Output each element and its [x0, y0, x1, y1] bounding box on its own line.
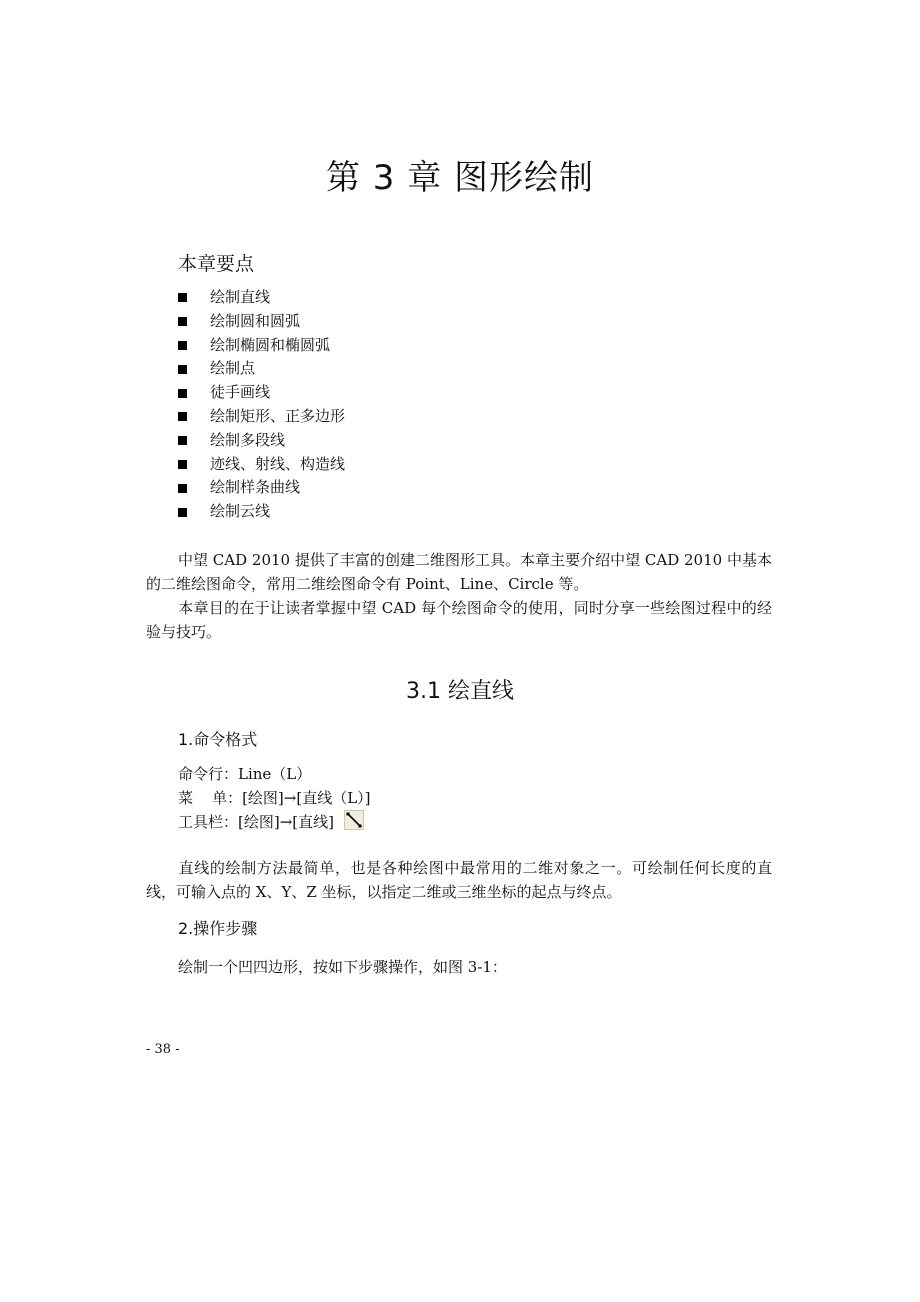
square-bullet-icon — [178, 365, 187, 374]
key-points-list — [178, 286, 345, 524]
list-item: 绘制样条曲线 — [178, 476, 345, 500]
line-tool-icon — [344, 810, 364, 830]
chapter-title: 第 3 章 图形绘制 — [325, 158, 595, 198]
toolbar-path-text: 工具栏：[绘图]→[直线] — [178, 813, 334, 831]
intro-paragraph-1: 中望 CAD 2010 提供了丰富的创建二维图形工具。本章主要介绍中望 CAD 2010 中基本的二维绘图命令，常用二维绘图命令有 Point、Line、Circle 等。 — [146, 551, 772, 593]
page-number: - 38 - — [146, 1042, 180, 1057]
square-bullet-icon — [178, 508, 187, 517]
square-bullet-icon — [178, 412, 187, 421]
toolbar-path — [178, 810, 364, 834]
list-item: 绘制多段线 — [178, 429, 345, 453]
square-bullet-icon — [178, 293, 187, 302]
key-points-heading: 本章要点 — [178, 253, 255, 275]
list-item: 绘制圆和圆弧 — [178, 310, 345, 334]
steps-intro: 绘制一个凹四边形，按如下步骤操作，如图 3-1： — [178, 958, 507, 976]
square-bullet-icon — [178, 484, 187, 493]
list-item: 绘制椭圆和椭圆弧 — [178, 334, 345, 358]
section-title: 3.1 绘直线 — [406, 679, 514, 704]
list-item: 绘制直线 — [178, 286, 345, 310]
line-description: 直线的绘制方法最简单，也是各种绘图中最常用的二维对象之一。可绘制任何长度的直线，可输入点的 X、Y、Z 坐标，以指定二维或三维坐标的起点与终点。 — [146, 859, 772, 901]
list-item: 绘制云线 — [178, 500, 345, 524]
command-line-text: 命令行：Line（L） — [178, 765, 312, 783]
list-item: 绘制点 — [178, 357, 345, 381]
list-item: 徒手画线 — [178, 381, 345, 405]
square-bullet-icon — [178, 460, 187, 469]
menu-path-text: 菜 单：[绘图]→[直线（L）] — [178, 789, 371, 807]
list-item: 绘制矩形、正多边形 — [178, 405, 345, 429]
command-format-heading: 1.命令格式 — [178, 730, 258, 749]
list-item: 迹线、射线、构造线 — [178, 453, 345, 477]
square-bullet-icon — [178, 341, 187, 350]
square-bullet-icon — [178, 389, 187, 398]
square-bullet-icon — [178, 436, 187, 445]
intro-paragraph-2: 本章目的在于让读者掌握中望 CAD 每个绘图命令的使用，同时分享一些绘图过程中的经验与技巧。 — [146, 599, 772, 641]
steps-heading: 2.操作步骤 — [178, 919, 258, 938]
square-bullet-icon — [178, 317, 187, 326]
